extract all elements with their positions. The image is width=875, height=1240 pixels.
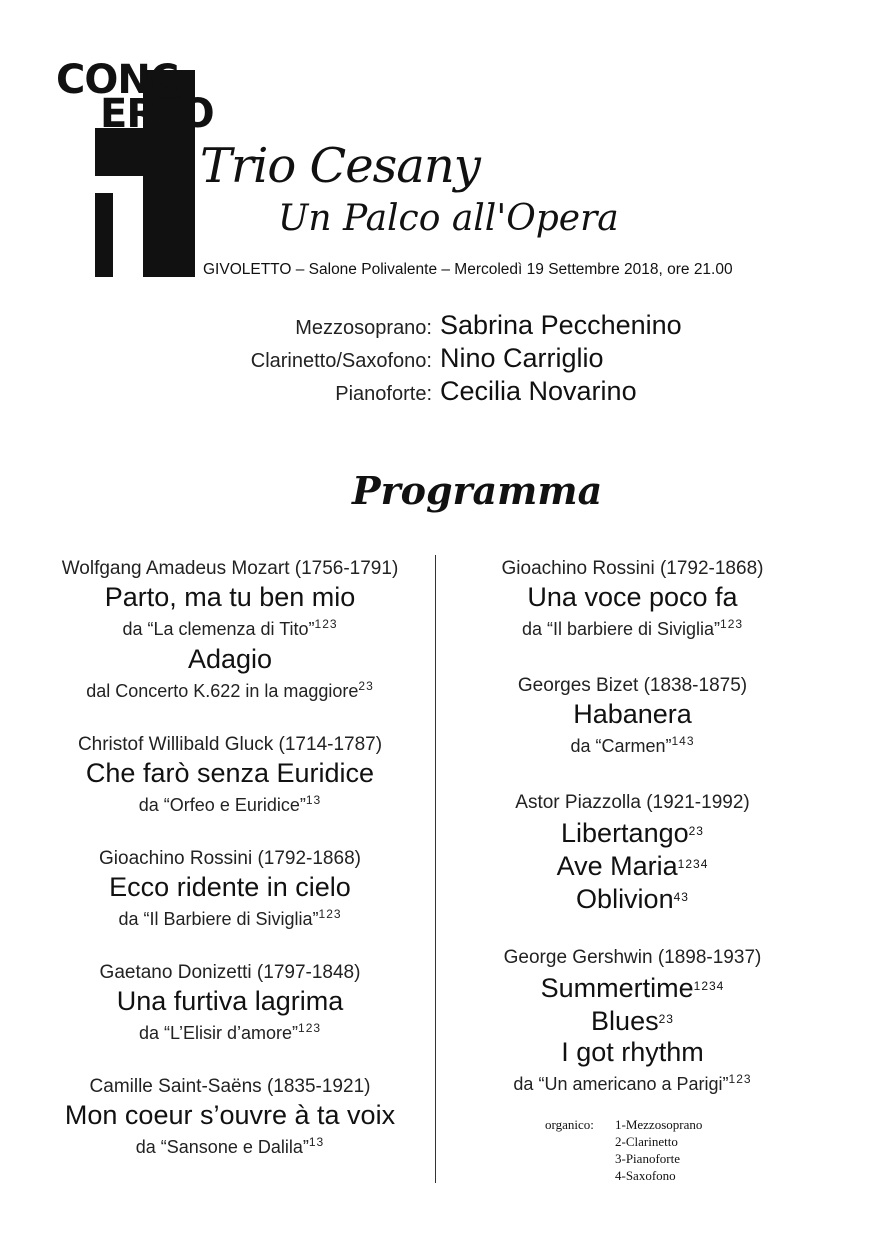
work-source bbox=[440, 730, 825, 757]
source-text: da “La clemenza di Tito” bbox=[122, 619, 315, 639]
work-source bbox=[440, 613, 825, 640]
programme-entry bbox=[440, 945, 825, 1095]
performer-row bbox=[150, 343, 710, 376]
composer: Georges Bizet (1838-1875) bbox=[517, 675, 748, 696]
composer: Gioachino Rossini (1792-1868) bbox=[99, 848, 361, 869]
performer-role: Mezzosoprano: bbox=[295, 317, 432, 339]
work-text: Libertango bbox=[561, 818, 689, 848]
performer-name: Sabrina Pecchenino bbox=[440, 310, 682, 340]
logo-line2: ERTO bbox=[100, 91, 214, 137]
organico-row bbox=[545, 1116, 702, 1133]
programme-entry bbox=[440, 673, 825, 757]
event-details: GIVOLETTO – Salone Polivalente – Mercoledì 19 Settembre 2018, ore 21.00 bbox=[203, 261, 733, 278]
source-text: da “Un americano a Parigi” bbox=[513, 1074, 729, 1094]
work-text: Ave Maria bbox=[556, 851, 678, 881]
organico-row bbox=[545, 1133, 702, 1150]
work-title: I got rhythm bbox=[561, 1037, 704, 1067]
column-divider bbox=[435, 555, 436, 1183]
work-source bbox=[30, 675, 430, 702]
work-title: Mon coeur s’ouvre à ta voix bbox=[64, 1100, 396, 1130]
organico-label: organico: bbox=[545, 1117, 594, 1132]
organico-note: 123 bbox=[314, 617, 338, 631]
work-title: Ecco ridente in cielo bbox=[109, 872, 351, 902]
work-source bbox=[440, 1068, 825, 1095]
logo-bar-left bbox=[95, 193, 113, 277]
composer: Gioachino Rossini (1792-1868) bbox=[501, 558, 764, 579]
programme-left-column bbox=[30, 556, 430, 1158]
programme-entry bbox=[30, 846, 430, 930]
work-text: Oblivion bbox=[576, 884, 674, 914]
source-text: da “Orfeo e Euridice” bbox=[138, 795, 306, 815]
work-title bbox=[440, 849, 825, 882]
source-text: da “Il Barbiere di Siviglia” bbox=[118, 909, 319, 929]
work-title: Che farò senza Euridice bbox=[85, 758, 375, 788]
organico-row bbox=[545, 1167, 702, 1184]
composer: Camille Saint-Saëns (1835-1921) bbox=[89, 1076, 371, 1097]
performers-list bbox=[150, 310, 710, 409]
composer: George Gershwin (1898-1937) bbox=[503, 947, 762, 968]
composer: Gaetano Donizetti (1797-1848) bbox=[99, 962, 361, 983]
organico-note: 1234 bbox=[677, 857, 709, 871]
work-title: Una voce poco fa bbox=[527, 582, 738, 612]
source-text: da “Carmen” bbox=[570, 736, 672, 756]
organico-note: 143 bbox=[671, 734, 695, 748]
organico-note: 13 bbox=[308, 1135, 325, 1149]
work-title: Habanera bbox=[573, 699, 692, 729]
programme-entry bbox=[30, 1074, 430, 1158]
work-source bbox=[30, 1017, 430, 1044]
work-source bbox=[30, 789, 430, 816]
organico-entry: 4-Saxofono bbox=[615, 1168, 676, 1183]
work-text: Summertime bbox=[540, 973, 694, 1003]
work-source bbox=[30, 1131, 430, 1158]
organico-note: 123 bbox=[298, 1021, 322, 1035]
programme-entry bbox=[440, 790, 825, 915]
work-source bbox=[30, 613, 430, 640]
organico-note: 13 bbox=[305, 793, 322, 807]
organico-entry: 2-Clarinetto bbox=[615, 1134, 678, 1149]
composer: Astor Piazzolla (1921-1992) bbox=[515, 792, 750, 813]
performer-name: Nino Carriglio bbox=[440, 343, 604, 373]
work-source bbox=[30, 903, 430, 930]
performer-name: Cecilia Novarino bbox=[440, 376, 637, 406]
organico-note: 23 bbox=[358, 679, 374, 693]
work-title bbox=[440, 971, 825, 1004]
source-text: da “L’Elisir d’amore” bbox=[138, 1023, 299, 1043]
logo-line1: CONC bbox=[56, 57, 179, 103]
work-title bbox=[440, 816, 825, 849]
organico-note: 123 bbox=[728, 1072, 752, 1086]
concert-subtitle: Un Palco all'Opera bbox=[278, 198, 619, 239]
composer: Wolfgang Amadeus Mozart (1756-1791) bbox=[61, 558, 399, 579]
organico-note: 43 bbox=[673, 890, 689, 904]
performer-row bbox=[150, 376, 710, 409]
organico-note: 123 bbox=[720, 617, 744, 631]
work-title bbox=[440, 1004, 825, 1037]
organico-note: 123 bbox=[318, 907, 342, 921]
organico-legend bbox=[545, 1116, 702, 1184]
programme-entry bbox=[30, 732, 430, 816]
organico-note: 23 bbox=[658, 1012, 674, 1026]
source-text: dal Concerto K.622 in la maggiore bbox=[86, 681, 359, 701]
performer-role: Clarinetto/Saxofono: bbox=[250, 350, 432, 372]
organico-row bbox=[545, 1150, 702, 1167]
programme-entry bbox=[30, 556, 430, 702]
organico-entry: 3-Pianoforte bbox=[615, 1151, 680, 1166]
work-title: Una furtiva lagrima bbox=[116, 986, 344, 1016]
concert-title: Trio Cesany bbox=[200, 138, 480, 194]
work-title: Adagio bbox=[187, 644, 273, 674]
work-title bbox=[440, 882, 825, 915]
programme-heading: Programma bbox=[352, 468, 603, 513]
source-text: da “Sansone e Dalila” bbox=[135, 1137, 309, 1157]
work-text: Blues bbox=[591, 1006, 659, 1036]
source-text: da “Il barbiere di Siviglia” bbox=[521, 619, 721, 639]
performer-role: Pianoforte: bbox=[335, 383, 432, 405]
organico-entry: 1-Mezzosoprano bbox=[615, 1117, 703, 1132]
organico-note: 23 bbox=[688, 824, 704, 838]
work-title: Parto, ma tu ben mio bbox=[104, 582, 356, 612]
composer: Christof Willibald Gluck (1714-1787) bbox=[77, 734, 383, 755]
programme-right-column bbox=[440, 556, 825, 1095]
performer-row bbox=[150, 310, 710, 343]
programme-entry bbox=[30, 960, 430, 1044]
organico-note: 1234 bbox=[693, 979, 725, 993]
programme-entry bbox=[440, 556, 825, 640]
